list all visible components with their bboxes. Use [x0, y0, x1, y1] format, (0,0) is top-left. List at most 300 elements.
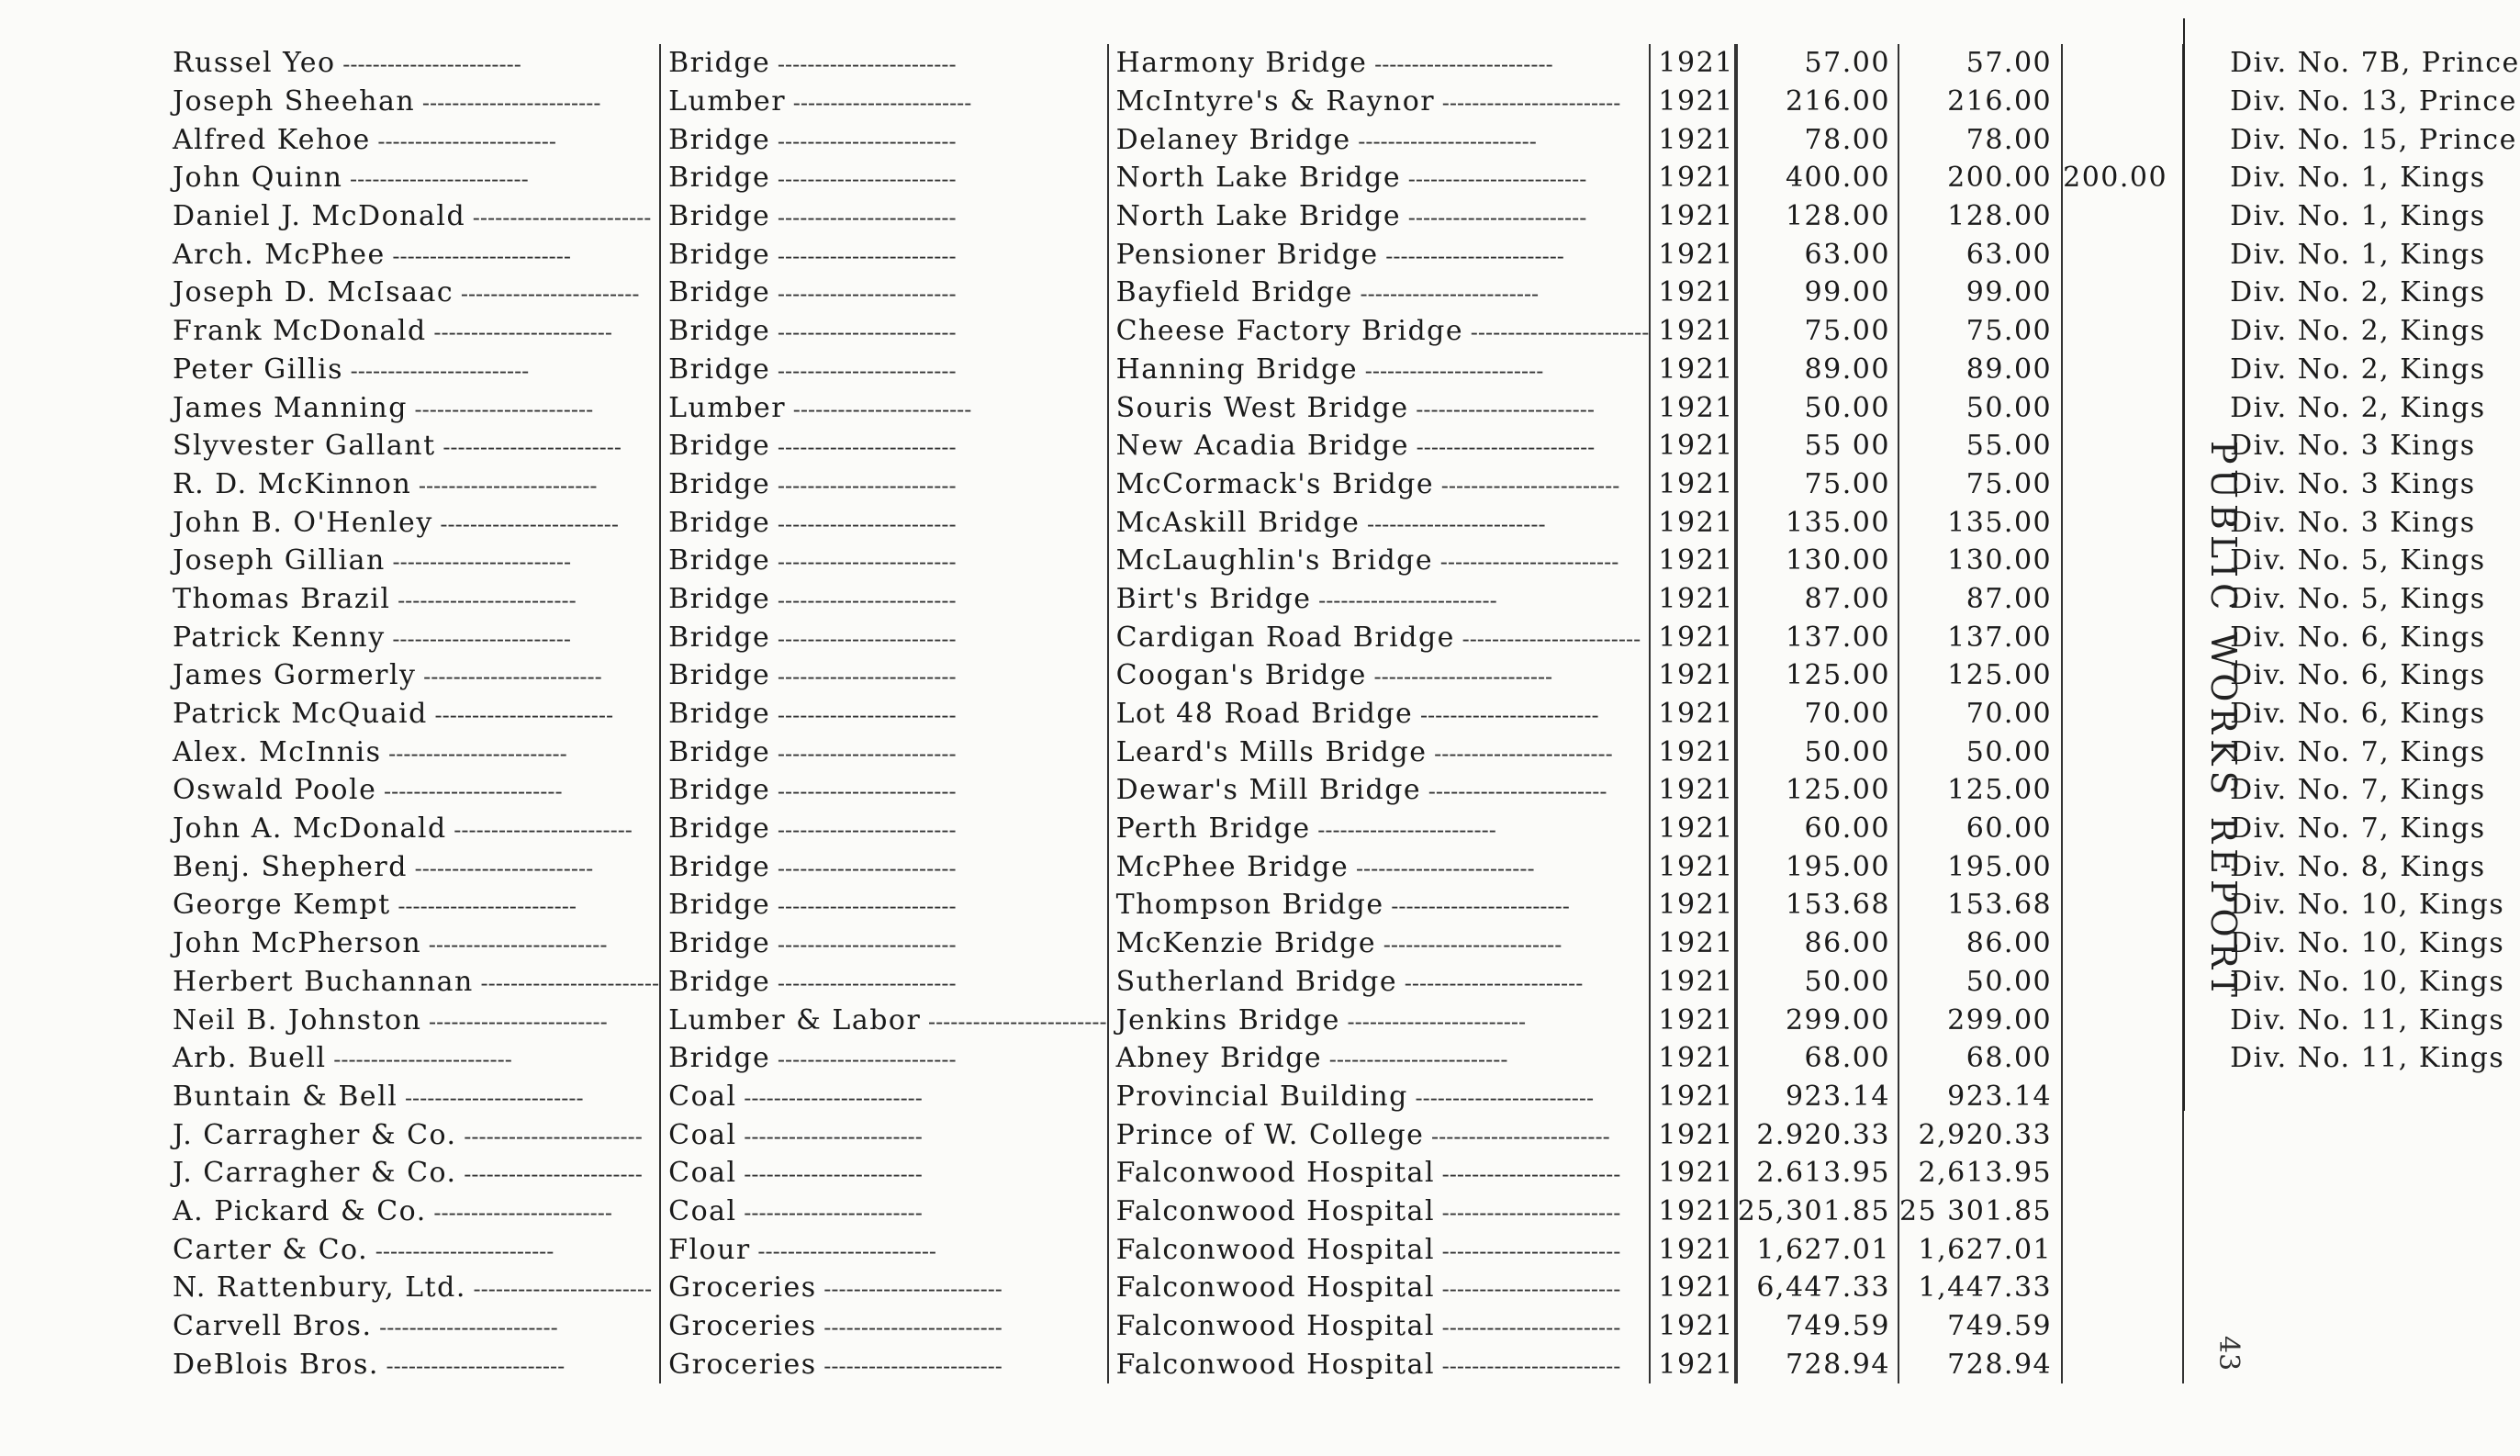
paid-cell: 135.00 — [1898, 503, 2062, 542]
year-cell: 1921 — [1650, 388, 1734, 427]
payee-cell: Thomas Brazil ----- — [165, 580, 660, 619]
balance-cell — [2062, 503, 2183, 542]
location-cell: Sutherland Bridge ----- — [1108, 963, 1651, 1002]
paid-cell: 78.00 — [1898, 120, 2062, 159]
payee-cell: J. Carragher & Co. ----- — [165, 1115, 660, 1154]
amount-cell: 57.00 — [1737, 44, 1898, 83]
division-cell: Div. No. 1, Kings — [2230, 238, 2486, 271]
balance-cell — [2062, 427, 2183, 465]
item-cell: Bridge ----- — [660, 771, 1107, 810]
table-row — [165, 771, 2520, 810]
payee-cell: Slyvester Gallant ----- — [165, 427, 660, 465]
payee-cell: Neil B. Johnston ----- — [165, 1001, 660, 1039]
balance-cell — [2062, 120, 2183, 159]
location-cell: Falconwood Hospital ----- — [1108, 1193, 1651, 1231]
amount-cell: 68.00 — [1737, 1039, 1898, 1078]
amount-cell: 299.00 — [1737, 1001, 1898, 1039]
year-cell: 1921 — [1650, 847, 1734, 886]
location-cell: Cardigan Road Bridge ----- — [1108, 618, 1651, 656]
item-cell: Lumber & Labor ----- — [660, 1001, 1107, 1039]
amount-cell: 2.613.95 — [1737, 1154, 1898, 1193]
paid-cell: 125.00 — [1898, 656, 2062, 695]
balance-cell — [2062, 1115, 2183, 1154]
balance-cell — [2062, 274, 2183, 312]
location-cell: North Lake Bridge ----- — [1108, 159, 1651, 197]
paid-cell: 1,447.33 — [1898, 1269, 2062, 1307]
paid-cell: 86.00 — [1898, 924, 2062, 963]
amount-cell: 75.00 — [1737, 465, 1898, 504]
table-row — [165, 235, 2520, 274]
amount-cell: 70.00 — [1737, 695, 1898, 734]
table-row — [165, 274, 2520, 312]
paid-cell: 63.00 — [1898, 235, 2062, 274]
table-row — [165, 886, 2520, 924]
year-cell: 1921 — [1650, 427, 1734, 465]
amount-cell: 50.00 — [1737, 733, 1898, 771]
amount-cell: 99.00 — [1737, 274, 1898, 312]
payee-cell: Alex. McInnis ----- — [165, 733, 660, 771]
amount-cell: 86.00 — [1737, 924, 1898, 963]
year-cell: 1921 — [1650, 44, 1734, 83]
item-cell: Groceries ----- — [660, 1269, 1107, 1307]
balance-cell — [2062, 1307, 2183, 1346]
year-cell: 1921 — [1650, 963, 1734, 1002]
amount-cell: 195.00 — [1737, 847, 1898, 886]
amount-cell: 89.00 — [1737, 351, 1898, 389]
year-cell: 1921 — [1650, 1001, 1734, 1039]
table-row — [165, 427, 2520, 465]
balance-cell — [2062, 1039, 2183, 1078]
item-cell: Bridge ----- — [660, 580, 1107, 619]
table-row — [165, 1115, 2520, 1154]
item-cell: Bridge ----- — [660, 351, 1107, 389]
location-cell: McKenzie Bridge ----- — [1108, 924, 1651, 963]
year-cell: 1921 — [1650, 886, 1734, 924]
balance-cell — [2062, 1154, 2183, 1193]
page-number: 43 — [2212, 1336, 2245, 1372]
balance-cell — [2062, 312, 2183, 351]
balance-cell — [2062, 465, 2183, 504]
item-cell: Bridge ----- — [660, 44, 1107, 83]
division-cell: Div. No. 10, Kings — [2230, 965, 2505, 998]
payee-cell: Alfred Kehoe ----- — [165, 120, 660, 159]
division-cell: Div. No. 6, Kings — [2230, 698, 2486, 731]
year-cell: 1921 — [1650, 503, 1734, 542]
table-row — [165, 1078, 2520, 1116]
year-cell: 1921 — [1650, 1039, 1734, 1078]
payee-cell: James Gormerly ----- — [165, 656, 660, 695]
division-cell: Div. No. 7, Kings — [2230, 735, 2486, 768]
item-cell: Flour ----- — [660, 1230, 1107, 1269]
paid-cell: 923.14 — [1898, 1078, 2062, 1116]
amount-cell: 75.00 — [1737, 312, 1898, 351]
item-cell: Bridge ----- — [660, 427, 1107, 465]
balance-cell — [2062, 542, 2183, 580]
balance-cell — [2062, 695, 2183, 734]
payee-cell: A. Pickard & Co. ----- — [165, 1193, 660, 1231]
division-cell: Div. No. 7, Kings — [2230, 774, 2486, 807]
payee-cell: Carter & Co. ----- — [165, 1230, 660, 1269]
table-row — [165, 1039, 2520, 1078]
payee-cell: Joseph Gillian ----- — [165, 542, 660, 580]
paid-cell: 2,613.95 — [1898, 1154, 2062, 1193]
location-cell: Falconwood Hospital ----- — [1108, 1345, 1651, 1383]
item-cell: Bridge ----- — [660, 656, 1107, 695]
payee-cell: Arch. McPhee ----- — [165, 235, 660, 274]
division-cell: Div. No. 10, Kings — [2230, 889, 2505, 922]
amount-cell: 87.00 — [1737, 580, 1898, 619]
table-row — [165, 618, 2520, 656]
amount-cell: 78.00 — [1737, 120, 1898, 159]
division-cell: Div. No. 2, Kings — [2230, 353, 2486, 386]
item-cell: Bridge ----- — [660, 235, 1107, 274]
balance-cell — [2062, 44, 2183, 83]
paid-cell: 89.00 — [1898, 351, 2062, 389]
balance-cell — [2062, 963, 2183, 1002]
year-cell: 1921 — [1650, 312, 1734, 351]
year-cell: 1921 — [1650, 1269, 1734, 1307]
paid-cell: 99.00 — [1898, 274, 2062, 312]
table-row — [165, 120, 2520, 159]
balance-cell — [2062, 1193, 2183, 1231]
year-cell: 1921 — [1650, 733, 1734, 771]
item-cell: Bridge ----- — [660, 274, 1107, 312]
year-cell: 1921 — [1650, 159, 1734, 197]
year-cell: 1921 — [1650, 924, 1734, 963]
table-row — [165, 963, 2520, 1002]
table-row — [165, 1269, 2520, 1307]
item-cell: Bridge ----- — [660, 924, 1107, 963]
location-cell: Falconwood Hospital ----- — [1108, 1269, 1651, 1307]
item-cell: Bridge ----- — [660, 695, 1107, 734]
payee-cell: George Kempt ----- — [165, 886, 660, 924]
item-cell: Bridge ----- — [660, 503, 1107, 542]
balance-cell — [2062, 771, 2183, 810]
division-cell: Div. No. 10, Kings — [2230, 927, 2505, 960]
item-cell: Bridge ----- — [660, 542, 1107, 580]
item-cell: Coal ----- — [660, 1154, 1107, 1193]
balance-cell — [2062, 83, 2183, 121]
paid-cell: 60.00 — [1898, 810, 2062, 848]
balance-cell — [2062, 580, 2183, 619]
table-row — [165, 695, 2520, 734]
paid-cell: 50.00 — [1898, 733, 2062, 771]
year-cell: 1921 — [1650, 197, 1734, 236]
amount-cell: 1,627.01 — [1737, 1230, 1898, 1269]
payee-cell: N. Rattenbury, Ltd. ----- — [165, 1269, 660, 1307]
balance-cell — [2062, 733, 2183, 771]
item-cell: Coal ----- — [660, 1115, 1107, 1154]
payee-cell: DeBlois Bros. ----- — [165, 1345, 660, 1383]
amount-cell: 128.00 — [1737, 197, 1898, 236]
amount-cell: 400.00 — [1737, 159, 1898, 197]
amount-cell: 125.00 — [1737, 771, 1898, 810]
location-cell: Thompson Bridge ----- — [1108, 886, 1651, 924]
division-cell: Div. No. 11, Kings — [2230, 1003, 2505, 1036]
item-cell: Groceries ----- — [660, 1307, 1107, 1346]
division-cell: Div. No. 3 Kings — [2230, 430, 2476, 463]
paid-cell: 57.00 — [1898, 44, 2062, 83]
location-cell: Leard's Mills Bridge ----- — [1108, 733, 1651, 771]
location-cell: Birt's Bridge ----- — [1108, 580, 1651, 619]
division-cell: Div. No. 5, Kings — [2230, 544, 2486, 577]
item-cell: Lumber ----- — [660, 83, 1107, 121]
table-row — [165, 351, 2520, 389]
paid-cell: 87.00 — [1898, 580, 2062, 619]
location-cell: McPhee Bridge ----- — [1108, 847, 1651, 886]
amount-cell: 60.00 — [1737, 810, 1898, 848]
amount-cell: 2.920.33 — [1737, 1115, 1898, 1154]
location-cell: New Acadia Bridge ----- — [1108, 427, 1651, 465]
payee-cell: Oswald Poole ----- — [165, 771, 660, 810]
amount-cell: 153.68 — [1737, 886, 1898, 924]
table-row — [165, 1307, 2520, 1346]
location-cell: Lot 48 Road Bridge ----- — [1108, 695, 1651, 734]
table-row — [165, 733, 2520, 771]
paid-cell: 125.00 — [1898, 771, 2062, 810]
amount-cell: 25,301.85 — [1737, 1193, 1898, 1231]
table-row — [165, 44, 2520, 83]
location-cell: Coogan's Bridge ----- — [1108, 656, 1651, 695]
paid-cell: 55.00 — [1898, 427, 2062, 465]
amount-cell: 125.00 — [1737, 656, 1898, 695]
paid-cell: 75.00 — [1898, 312, 2062, 351]
balance-cell — [2062, 1078, 2183, 1116]
year-cell: 1921 — [1650, 810, 1734, 848]
paid-cell: 216.00 — [1898, 83, 2062, 121]
year-cell: 1921 — [1650, 1230, 1734, 1269]
amount-cell: 135.00 — [1737, 503, 1898, 542]
payee-cell: Arb. Buell ----- — [165, 1039, 660, 1078]
table-row — [165, 159, 2520, 197]
division-cell: Div. No. 2, Kings — [2230, 391, 2486, 424]
division-cell — [2183, 1154, 2520, 1193]
amount-cell: 130.00 — [1737, 542, 1898, 580]
division-cell: Div. No. 2, Kings — [2230, 315, 2486, 348]
item-cell: Bridge ----- — [660, 465, 1107, 504]
year-cell: 1921 — [1650, 771, 1734, 810]
item-cell: Bridge ----- — [660, 886, 1107, 924]
table-row — [165, 542, 2520, 580]
year-cell: 1921 — [1650, 465, 1734, 504]
table-row — [165, 656, 2520, 695]
paid-cell: 137.00 — [1898, 618, 2062, 656]
table-row — [165, 924, 2520, 963]
location-cell: Perth Bridge ----- — [1108, 810, 1651, 848]
year-cell: 1921 — [1650, 1115, 1734, 1154]
table-row — [165, 580, 2520, 619]
location-cell: Prince of W. College ----- — [1108, 1115, 1651, 1154]
item-cell: Bridge ----- — [660, 847, 1107, 886]
item-cell: Coal ----- — [660, 1078, 1107, 1116]
location-cell: Cheese Factory Bridge ----- — [1108, 312, 1651, 351]
paid-cell: 75.00 — [1898, 465, 2062, 504]
amount-cell: 749.59 — [1737, 1307, 1898, 1346]
amount-cell: 137.00 — [1737, 618, 1898, 656]
division-cell: Div. No. 3 Kings — [2230, 467, 2476, 500]
item-cell: Groceries ----- — [660, 1345, 1107, 1383]
item-cell: Bridge ----- — [660, 197, 1107, 236]
payee-cell: Frank McDonald ----- — [165, 312, 660, 351]
table-row — [165, 810, 2520, 848]
payee-cell: Carvell Bros. ----- — [165, 1307, 660, 1346]
table-row — [165, 1001, 2520, 1039]
payee-cell: Herbert Buchannan ----- — [165, 963, 660, 1002]
balance-cell — [2062, 1230, 2183, 1269]
paid-cell: 128.00 — [1898, 197, 2062, 236]
year-cell: 1921 — [1650, 120, 1734, 159]
payee-cell: Benj. Shepherd ----- — [165, 847, 660, 886]
location-cell: Pensioner Bridge ----- — [1108, 235, 1651, 274]
location-cell: McIntyre's & Raynor ----- — [1108, 83, 1651, 121]
paid-cell: 1,627.01 — [1898, 1230, 2062, 1269]
table-row — [165, 1230, 2520, 1269]
table-row — [165, 1345, 2520, 1383]
amount-cell: 216.00 — [1737, 83, 1898, 121]
paid-cell: 195.00 — [1898, 847, 2062, 886]
payee-cell: Joseph D. McIsaac ----- — [165, 274, 660, 312]
paid-cell: 2,920.33 — [1898, 1115, 2062, 1154]
location-cell: North Lake Bridge ----- — [1108, 197, 1651, 236]
year-cell: 1921 — [1650, 656, 1734, 695]
year-cell: 1921 — [1650, 695, 1734, 734]
balance-cell — [2062, 618, 2183, 656]
payee-cell: Peter Gillis ----- — [165, 351, 660, 389]
table-row — [165, 1193, 2520, 1231]
item-cell: Bridge ----- — [660, 159, 1107, 197]
balance-cell — [2062, 810, 2183, 848]
payee-cell: James Manning ----- — [165, 388, 660, 427]
division-cell: Div. No. 7, Kings — [2230, 812, 2486, 846]
payee-cell: Daniel J. McDonald ----- — [165, 197, 660, 236]
division-cell: Div. No. 15, Prince — [2230, 123, 2517, 156]
table-row — [165, 465, 2520, 504]
location-cell: Hanning Bridge ----- — [1108, 351, 1651, 389]
location-cell: McAskill Bridge ----- — [1108, 503, 1651, 542]
expenditure-table — [165, 44, 2520, 1383]
division-cell: Div. No. 3 Kings — [2230, 506, 2476, 539]
paid-cell: 749.59 — [1898, 1307, 2062, 1346]
division-cell — [2183, 1269, 2520, 1307]
payee-cell: Buntain & Bell ----- — [165, 1078, 660, 1116]
location-cell: Provincial Building ----- — [1108, 1078, 1651, 1116]
paid-cell: 299.00 — [1898, 1001, 2062, 1039]
paid-cell: 68.00 — [1898, 1039, 2062, 1078]
location-cell: Harmony Bridge ----- — [1108, 44, 1651, 83]
item-cell: Bridge ----- — [660, 810, 1107, 848]
table-row — [165, 388, 2520, 427]
item-cell: Bridge ----- — [660, 963, 1107, 1002]
payee-cell: John B. O'Henley ----- — [165, 503, 660, 542]
balance-cell: 200.00 — [2062, 159, 2183, 197]
division-cell: Div. No. 13, Prince — [2230, 85, 2517, 118]
item-cell: Coal ----- — [660, 1193, 1107, 1231]
payee-cell: Joseph Sheehan ----- — [165, 83, 660, 121]
year-cell: 1921 — [1650, 618, 1734, 656]
table-row — [165, 312, 2520, 351]
year-cell: 1921 — [1650, 83, 1734, 121]
balance-cell — [2062, 886, 2183, 924]
amount-cell: 6,447.33 — [1737, 1269, 1898, 1307]
payee-cell: John McPherson ----- — [165, 924, 660, 963]
year-cell: 1921 — [1650, 274, 1734, 312]
item-cell: Bridge ----- — [660, 120, 1107, 159]
year-cell: 1921 — [1650, 1154, 1734, 1193]
balance-cell — [2062, 1001, 2183, 1039]
table-body — [165, 44, 2520, 1383]
location-cell: Abney Bridge ----- — [1108, 1039, 1651, 1078]
division-cell — [2183, 1078, 2520, 1116]
division-cell: Div. No. 1, Kings — [2230, 200, 2486, 233]
amount-cell: 728.94 — [1737, 1345, 1898, 1383]
year-cell: 1921 — [1650, 1345, 1734, 1383]
division-cell: Div. No. 2, Kings — [2230, 276, 2486, 309]
paid-cell: 153.68 — [1898, 886, 2062, 924]
balance-cell — [2062, 1345, 2183, 1383]
division-cell — [2183, 1115, 2520, 1154]
paid-cell: 200.00 — [1898, 159, 2062, 197]
division-cell: Div. No. 8, Kings — [2230, 850, 2486, 883]
item-cell: Bridge ----- — [660, 733, 1107, 771]
item-cell: Lumber ----- — [660, 388, 1107, 427]
division-cell: Div. No. 11, Kings — [2230, 1042, 2505, 1075]
year-cell: 1921 — [1650, 1078, 1734, 1116]
paid-cell: 50.00 — [1898, 388, 2062, 427]
payee-cell: J. Carragher & Co. ----- — [165, 1154, 660, 1193]
running-title: PUBLIC WORKS REPORT — [2203, 441, 2244, 1002]
location-cell: Delaney Bridge ----- — [1108, 120, 1651, 159]
item-cell: Bridge ----- — [660, 618, 1107, 656]
year-cell: 1921 — [1650, 580, 1734, 619]
amount-cell: 63.00 — [1737, 235, 1898, 274]
location-cell: Falconwood Hospital ----- — [1108, 1307, 1651, 1346]
payee-cell: Patrick McQuaid ----- — [165, 695, 660, 734]
location-cell: Bayfield Bridge ----- — [1108, 274, 1651, 312]
balance-cell — [2062, 197, 2183, 236]
paid-cell: 70.00 — [1898, 695, 2062, 734]
paid-cell: 728.94 — [1898, 1345, 2062, 1383]
table-row — [165, 503, 2520, 542]
location-cell: Jenkins Bridge ----- — [1108, 1001, 1651, 1039]
year-cell: 1921 — [1650, 1307, 1734, 1346]
paid-cell: 50.00 — [1898, 963, 2062, 1002]
year-cell: 1921 — [1650, 351, 1734, 389]
balance-cell — [2062, 656, 2183, 695]
location-cell: McLaughlin's Bridge ----- — [1108, 542, 1651, 580]
item-cell: Bridge ----- — [660, 1039, 1107, 1078]
table-row — [165, 83, 2520, 121]
division-cell: Div. No. 1, Kings — [2230, 162, 2486, 195]
year-cell: 1921 — [1650, 235, 1734, 274]
payee-cell: John Quinn ----- — [165, 159, 660, 197]
balance-cell — [2062, 1269, 2183, 1307]
balance-cell — [2062, 847, 2183, 886]
division-cell: Div. No. 7B, Prince — [2230, 47, 2520, 80]
amount-cell: 50.00 — [1737, 388, 1898, 427]
amount-cell: 923.14 — [1737, 1078, 1898, 1116]
division-cell — [2183, 1230, 2520, 1269]
location-cell: McCormack's Bridge ----- — [1108, 465, 1651, 504]
right-margin-rule — [2183, 18, 2185, 1111]
amount-cell: 50.00 — [1737, 963, 1898, 1002]
year-cell: 1921 — [1650, 1193, 1734, 1231]
payee-cell: R. D. McKinnon ----- — [165, 465, 660, 504]
payee-cell: John A. McDonald ----- — [165, 810, 660, 848]
division-cell: Div. No. 6, Kings — [2230, 659, 2486, 692]
balance-cell — [2062, 388, 2183, 427]
paid-cell: 130.00 — [1898, 542, 2062, 580]
item-cell: Bridge ----- — [660, 312, 1107, 351]
